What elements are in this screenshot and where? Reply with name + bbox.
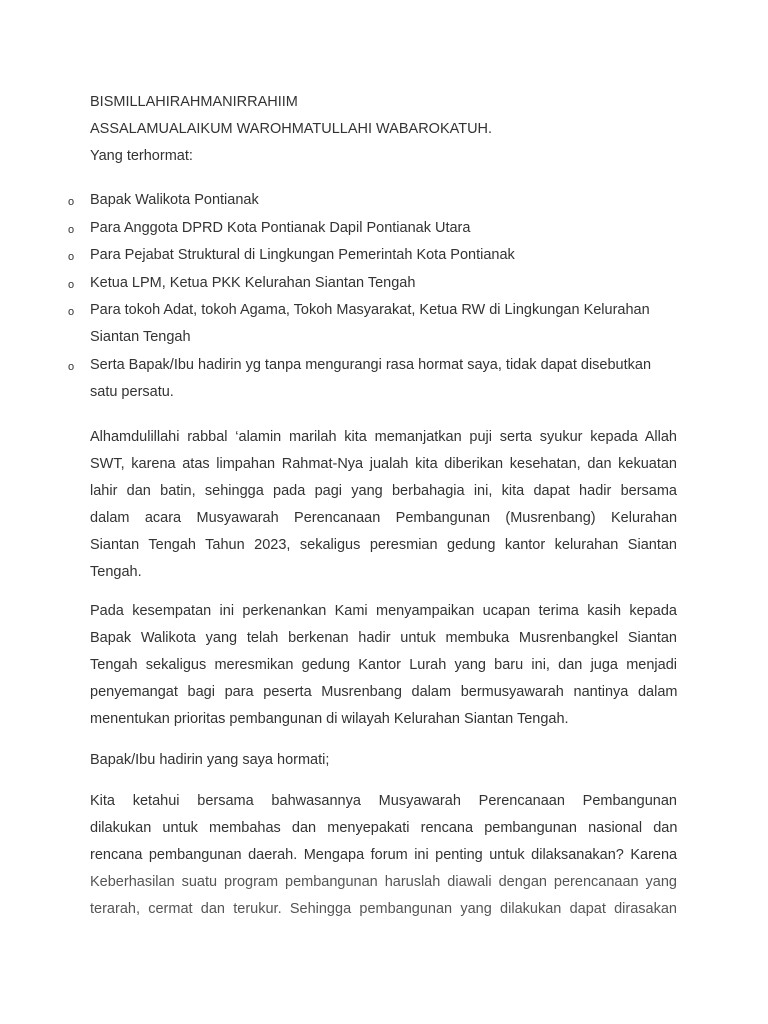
paragraph-line: dalam acara Musyawarah Perencanaan Pembangunan (Musrenbang) Kelurahan: [90, 510, 678, 526]
paragraph-line: SWT, karena atas limpahan Rahmat-Nya jualah kita diberikan kesehatan, dan kekuatan: [90, 456, 677, 472]
list-item: Serta Bapak/Ibu hadirin yg tanpa mengurangi rasa hormat saya, tidak dapat disebutkan: [90, 357, 652, 373]
paragraph-line: terarah, cermat dan terukur. Sehingga pembangunan yang dilakukan dapat dirasakan: [90, 901, 677, 917]
paragraph-opening: [90, 424, 677, 586]
list-item: Ketua LPM, Ketua PKK Kelurahan Siantan Tengah: [90, 275, 416, 291]
paragraph-line: Keberhasilan suatu program pembangunan haruslah diawali dengan perencanaan yang: [90, 874, 677, 890]
salam-line: ASSALAMUALAIKUM WAROHMATULLAHI WABAROKATUH.: [90, 121, 493, 137]
paragraph-line: penyemangat bagi para peserta Musrenbang dalam bermusyawarah nantinya dalam: [90, 684, 678, 700]
paragraph-line: menentukan prioritas pembangunan di wilayah Kelurahan Siantan Tengah.: [90, 711, 569, 727]
list-item: Para tokoh Adat, tokoh Agama, Tokoh Masyarakat, Ketua RW di Lingkungan Kelurahan: [90, 302, 650, 318]
paragraph-thanks: [90, 598, 677, 733]
paragraph-line: Kita ketahui bersama bahwasannya Musyawarah Perencanaan Pembangunan: [90, 793, 677, 809]
list-item: Bapak Walikota Pontianak: [90, 192, 259, 208]
paragraph-line: Tengah.: [90, 564, 142, 580]
list-item: Para Pejabat Struktural di Lingkungan Pemerintah Kota Pontianak: [90, 247, 515, 263]
paragraph-line: rencana pembangunan daerah. Mengapa forum ini penting untuk dilaksanakan? Karena: [90, 847, 678, 863]
paragraph-musrenbang: [90, 788, 677, 923]
bullet-marker: o: [68, 251, 75, 263]
greeting-line: Bapak/Ibu hadirin yang saya hormati;: [90, 752, 330, 768]
paragraph-line: dilakukan untuk membahas dan menyepakati rencana pembangunan nasional dan: [90, 820, 678, 836]
bismillah-line: BISMILLAHIRAHMANIRRAHIIM: [90, 94, 298, 110]
paragraph-line: Bapak Walikota yang telah berkenan hadir untuk membuka Musrenbangkel Siantan: [90, 630, 677, 646]
paragraph-line: Pada kesempatan ini perkenankan Kami menyampaikan ucapan terima kasih kepada: [90, 603, 677, 619]
bullet-marker: o: [68, 279, 75, 291]
paragraph-line: lahir dan batin, sehingga pada pagi yang berbahagia ini, kita dapat hadir bersama: [90, 483, 677, 499]
list-item-continuation: satu persatu.: [90, 384, 174, 400]
list-item: Para Anggota DPRD Kota Pontianak Dapil Pontianak Utara: [90, 220, 471, 236]
salutation-line: Yang terhormat:: [90, 148, 193, 164]
bullet-marker: o: [68, 196, 75, 208]
list-item-continuation: Siantan Tengah: [90, 329, 191, 345]
paragraph-line: Tengah sekaligus meresmikan gedung Kantor Lurah yang baru ini, dan juga menjadi: [90, 657, 677, 673]
bullet-marker: o: [68, 306, 75, 318]
bullet-marker: o: [68, 361, 75, 373]
paragraph-line: Alhamdulillahi rabbal ‘alamin marilah kita memanjatkan puji serta syukur kepada Allah: [90, 429, 677, 445]
paragraph-line: Siantan Tengah Tahun 2023, sekaligus peresmian gedung kantor kelurahan Siantan: [90, 537, 677, 553]
bullet-marker: o: [68, 224, 75, 236]
